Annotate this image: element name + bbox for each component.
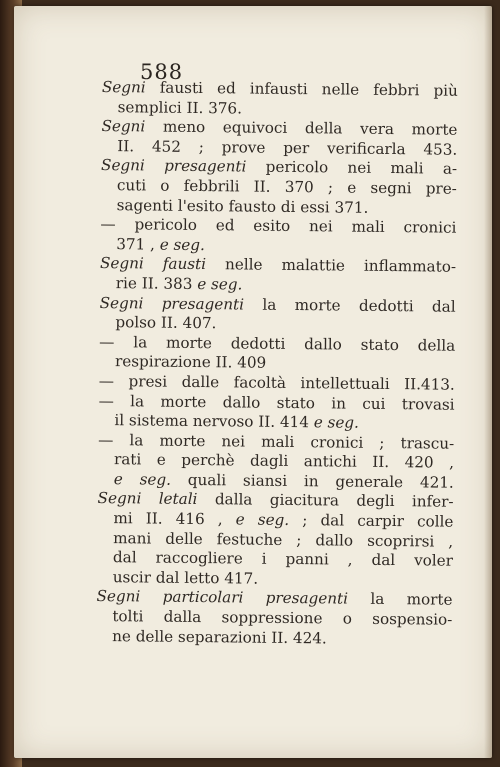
text-fragment: quali siansi in generale 421.: [170, 470, 454, 492]
text-fragment: uscir dal letto 417.: [112, 567, 259, 588]
text-fragment: pericolo nei mali a-: [246, 157, 458, 179]
text-fragment: la morte dedotti dal: [243, 295, 456, 316]
text-fragment: rati e perchè dagli antichi II. 420 ,: [113, 450, 455, 472]
text-fragment: respirazione II. 409: [114, 352, 267, 373]
text-fragment: mani delle festuche ; dallo scoprirsi ,: [113, 528, 454, 551]
text-fragment: — la morte dallo stato in cui trovasi: [98, 391, 455, 414]
text-fragment: dal raccogliere i panni , dal voler: [112, 548, 454, 570]
text-fragment: polso II. 407.: [115, 313, 217, 333]
text-fragment: — pericolo ed esito nei mali cronici: [100, 215, 457, 237]
text-fragment: il sistema nervoso II. 414: [114, 411, 314, 432]
index-text: [96, 78, 458, 650]
text-fragment: mi II. 416 ,: [113, 509, 236, 529]
italic-term: Segni presagenti: [99, 293, 245, 314]
text-fragment: tolti dalla soppressione o sospensio-: [112, 607, 453, 629]
text-fragment: cuti o febbrili II. 370 ; e segni pre-: [116, 176, 457, 198]
text-fragment: dalla giacitura degli infer-: [197, 490, 454, 512]
text-fragment: rie II. 383: [115, 274, 198, 293]
text-fragment: fausti ed infausti nelle febbri più: [145, 78, 458, 100]
italic-term: Segni letali: [97, 489, 198, 509]
text-fragment: 371 ,: [116, 234, 160, 254]
text-line: [96, 627, 452, 650]
text-fragment: semplici II. 376.: [117, 97, 243, 118]
text-fragment: ; dal carpir colle: [289, 511, 454, 531]
italic-term: e seg.: [313, 413, 360, 432]
text-fragment: ne delle separazioni II. 424.: [112, 626, 327, 648]
italic-term: Segni presagenti: [100, 156, 247, 176]
italic-term: Segni: [101, 117, 146, 136]
text-fragment: II. 452 ; prove per verificarla 453.: [117, 136, 458, 159]
text-fragment: — la morte nei mali cronici ; trascu-: [98, 430, 455, 453]
text-fragment: sagenti l'esito fausto di essi 371.: [116, 195, 369, 217]
text-fragment: — presi dalle facoltà intellettuali II.413.: [98, 371, 455, 394]
italic-term: Segni fausti: [99, 254, 207, 274]
italic-term: e seg.: [197, 274, 243, 294]
text-fragment: la morte: [347, 590, 453, 610]
italic-term: e seg.: [159, 235, 205, 254]
italic-term: e seg.: [235, 510, 290, 530]
italic-term: e seg.: [113, 470, 172, 489]
italic-term: Segni particolari presagenti: [96, 587, 349, 609]
text-fragment: — la morte dedotti dallo stato della: [99, 332, 456, 355]
text-fragment: meno equivoci della vera morte: [145, 117, 458, 139]
italic-term: Segni: [101, 78, 146, 97]
page-number: 588: [140, 60, 184, 84]
text-fragment: nelle malattie inflammato-: [205, 255, 457, 277]
